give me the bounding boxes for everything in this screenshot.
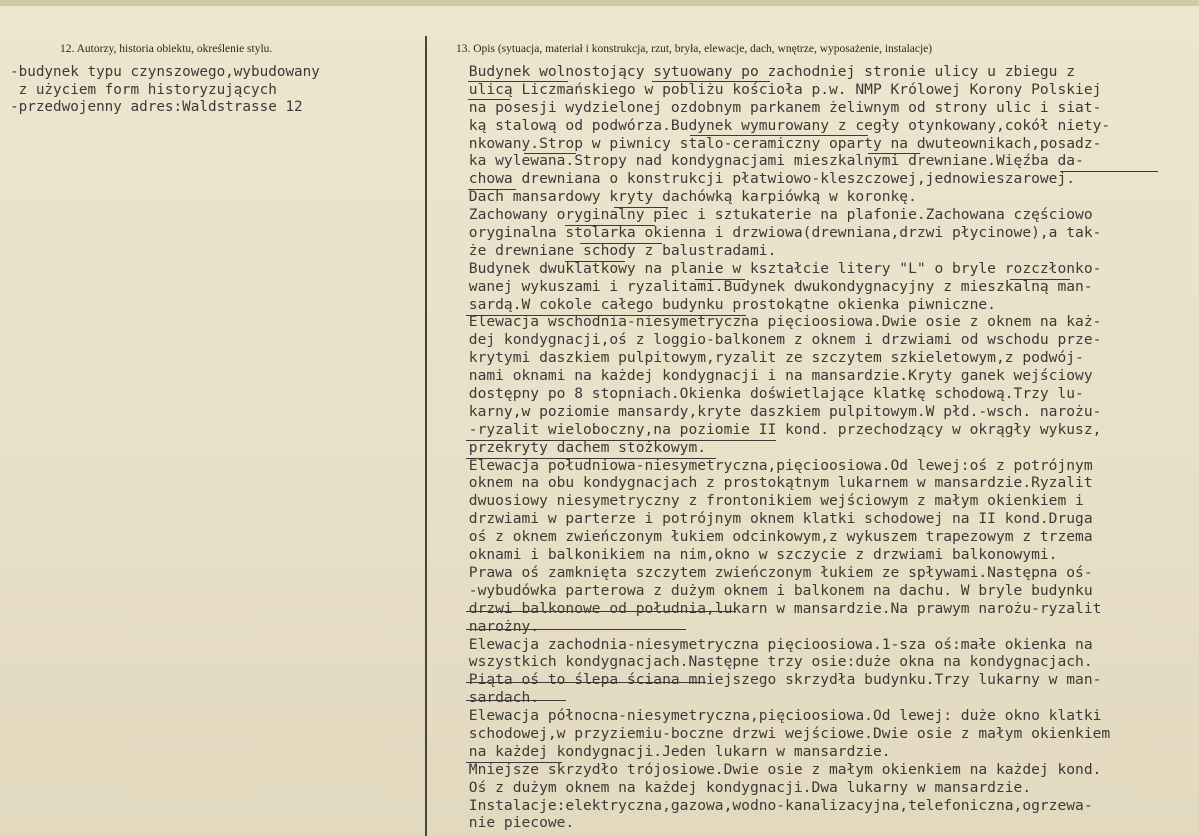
right-section-header: 13. Opis (sytuacja, materiał i konstrukcja, rzut, bryła, elewacje, dach, wnętrze, wyposażenie, instalacje) <box>456 43 933 55</box>
description-line: sardach. <box>460 689 540 707</box>
description-line: wszystkich kondygnacjach.Następne trzy osie:duże okna na kondygnacjach. <box>460 653 1093 671</box>
pencil-underline <box>466 682 706 683</box>
pencil-underline <box>468 189 516 190</box>
pencil-underline <box>466 700 566 701</box>
pencil-underline <box>466 458 716 459</box>
description-line: nami oknami na każdej kondygnacji i na mansardzie.Kryty ganek wejściowy <box>460 367 1093 385</box>
description-line: narożny. <box>460 617 540 635</box>
description-line: krytymi daszkiem pulpitowym,ryzalit ze szczytem szkieletowym,z podwój- <box>460 349 1084 367</box>
pencil-underline <box>580 243 662 244</box>
description-line: Dach mansardowy kryty dachówką karpiówką w koronkę. <box>460 188 917 206</box>
pencil-underline <box>466 611 736 612</box>
description-line: -ryzalit wieloboczny,na poziomie II kond. przechodzący w okrągły wykusz, <box>460 420 1102 438</box>
pencil-underline <box>468 99 510 100</box>
pencil-underline <box>524 153 576 154</box>
description-line: Prawa oś zamknięta szczytem zwieńczonym łukiem ze spływami.Następna oś- <box>460 563 1093 581</box>
description-line: ulicą Liczmańskiego w pobliżu kościoła p.w. NMP Królowej Korony Polskiej <box>460 80 1102 98</box>
description-line: oknami i balkonikiem na nim,okno w szczycie z drzwiami balkonowymi. <box>460 546 1058 564</box>
description-line: Piąta oś to ślepa ściana mniejszego skrzydła budynku.Trzy lukarny w man- <box>460 671 1102 689</box>
pencil-underline <box>1010 279 1070 280</box>
pencil-underline <box>466 629 686 630</box>
description-line: Budynek dwuklatkowy na planie w kształcie litery "L" o bryle rozczłonko- <box>460 259 1102 277</box>
history-line: -budynek typu czynszowego,wybudowany <box>10 64 320 80</box>
description-line: ką stalową od podwórza.Budynek wymurowany z cegły otynkowany,cokół niety- <box>460 116 1111 134</box>
description-line: Zachowany oryginalny piec i sztukaterie na plafonie.Zachowana częściowo <box>460 206 1093 224</box>
pencil-underline <box>466 762 562 763</box>
description-line: dwuosiowy niesymetryczny z frontonikiem wejściowym z małym okienkiem i <box>460 492 1084 510</box>
description-line: dostępny po 8 stopniach.Okienka doświetlające klatkę schodową.Trzy lu- <box>460 385 1084 403</box>
description-line: że drewniane schody z balustradami. <box>460 241 777 259</box>
description-text <box>460 63 1110 832</box>
pencil-underline <box>468 81 568 82</box>
description-line: oknem na obu kondygnacjach z prostokątnym lukarnem w mansardzie.Ryzalit <box>460 474 1093 492</box>
description-line: -wybudówka parterowa z dużym oknem i balkonem na dachu. W bryle budynku <box>460 581 1093 599</box>
description-line: Elewacja wschodnia-niesymetryczna pięcioosiowa.Dwie osie z oknem na każ- <box>460 313 1102 331</box>
description-line: schodowej,w przyziemiu-boczne drzwi wejściowe.Dwie osie z małym okienkiem <box>460 724 1111 742</box>
description-line: drzwiami w parterze i potrójnym oknem klatki schodowej na II kond.Druga <box>460 510 1093 528</box>
description-line: sardą.W cokole całego budynku prostokątne okienka piwniczne. <box>460 295 996 313</box>
column-divider <box>425 36 427 836</box>
description-line: na posesji wydzielonej ozdobnym parkanem żeliwnym od strony ulic i siat- <box>460 98 1102 116</box>
description-line: dej kondygnacji,oś z loggio-balkonem z oknem i drzwiami od wschodu prze- <box>460 331 1102 349</box>
history-line: -przedwojenny adres:Waldstrasse 12 <box>10 99 303 115</box>
page-top-edge <box>0 0 1199 6</box>
description-line: Elewacja zachodnia-niesymetryczna pięcioosiowa.1-sza oś:małe okienka na <box>460 635 1093 653</box>
history-text <box>10 64 320 117</box>
pencil-underline <box>466 315 746 316</box>
pencil-underline <box>565 261 625 262</box>
description-line: Budynek wolnostojący sytuowany po zachodniej stronie ulicy u zbiegu z <box>460 63 1076 80</box>
pencil-underline <box>868 153 920 154</box>
pencil-underline <box>652 81 770 82</box>
description-line: Mniejsze skrzydło trójosiowe.Dwie osie z małym okienkiem na każdej kond. <box>460 760 1102 778</box>
left-section-header: 12. Autorzy, historia obiektu, określenie stylu. <box>60 43 273 55</box>
description-line: drzwi balkonowe od południa,lukarn w mansardzie.Na prawym narożu-ryzalit <box>460 599 1102 617</box>
description-line: oś z oknem zwieńczonym łukiem odcinkowym,z wykuszem trapezowym z trzema <box>460 528 1093 546</box>
description-line: oryginalna stolarka okienna i drzwiowa(drewniana,drzwi płycinowe),a tak- <box>460 224 1102 242</box>
description-line: Elewacja południowa-niesymetryczna,pięcioosiowa.Od lewej:oś z potrójnym <box>460 456 1093 474</box>
description-line: przekryty dachem stożkowym. <box>460 438 707 456</box>
description-line: chowa drewniana o konstrukcji płatwiowo-kleszczowej,jednowieszarowej. <box>460 170 1076 188</box>
pencil-underline <box>614 207 668 208</box>
pencil-underline <box>466 440 776 441</box>
pencil-underline <box>695 279 745 280</box>
description-line: Instalacje:elektryczna,gazowa,wodno-kanalizacyjna,telefoniczna,ogrzewa- <box>460 796 1093 814</box>
description-line: nie piecowe. <box>460 814 575 832</box>
description-line: wanej wykuszami i ryzalitami.Budynek dwukondygnacyjny z mieszkalną man- <box>460 277 1093 295</box>
pencil-underline <box>1060 171 1158 172</box>
description-line: na każdej kondygnacji.Jeden lukarn w mansardzie. <box>460 742 891 760</box>
history-line: z użyciem form historyzujących <box>10 81 277 98</box>
description-line: nkowany.Strop w piwnicy stalo-ceramiczny oparty na dwuteownikach,posadz- <box>460 134 1102 152</box>
description-line: ka wylewana.Stropy nad kondygnacjami mieszkalnymi drewniane.Więźba da- <box>460 152 1084 170</box>
description-line: Elewacja północna-niesymetryczna,pięcioosiowa.Od lewej: duże okno klatki <box>460 707 1102 725</box>
description-line: Oś z dużym oknem na każdej kondygnacji.Dwa lukarny w mansardzie. <box>460 778 1032 796</box>
pencil-underline <box>690 135 868 136</box>
pencil-underline <box>565 225 655 226</box>
description-line: karny,w poziomie mansardy,kryte daszkiem pulpitowym.W płd.-wsch. narożu- <box>460 402 1102 420</box>
